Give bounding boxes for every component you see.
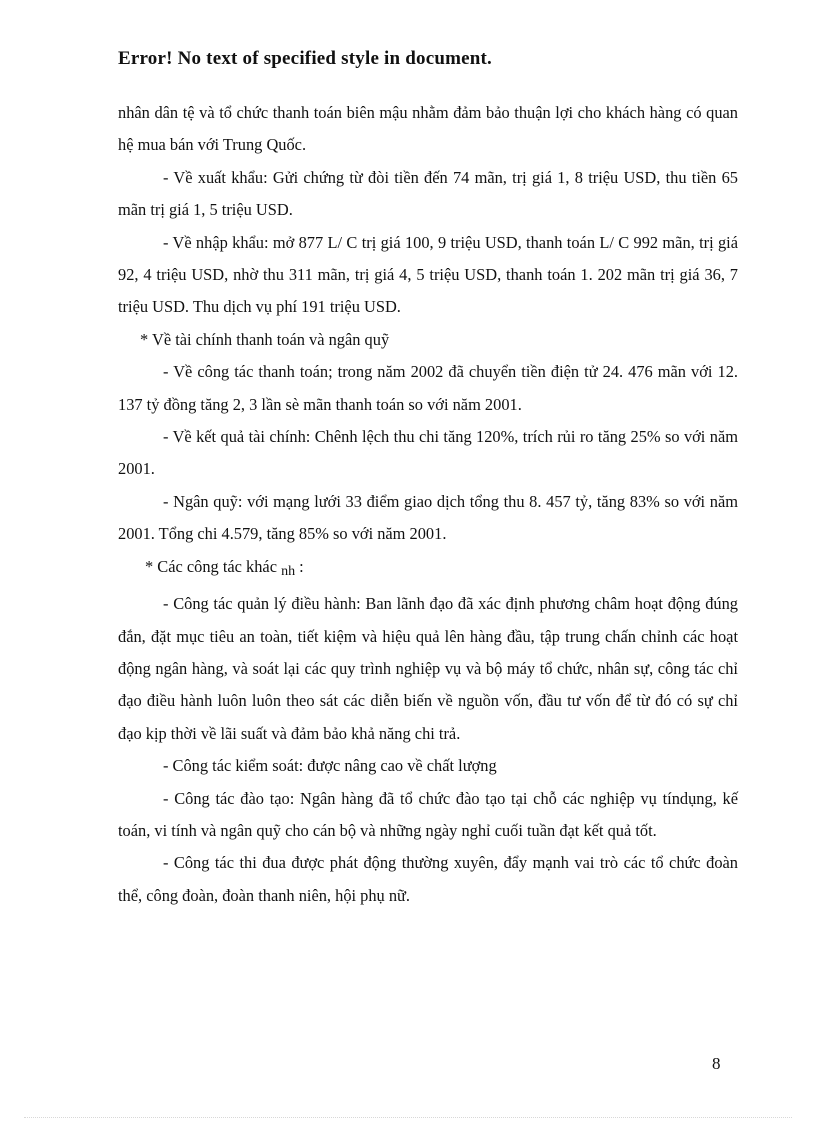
running-header: Error! No text of specified style in document.	[118, 48, 493, 69]
paragraph: - Công tác thi đua được phát động thường xuyên, đẩy mạnh vai trò các tổ chức đoàn thể, công đoàn, đoàn thanh niên, hội phụ nữ.	[118, 853, 738, 905]
paragraph: - Công tác đào tạo: Ngân hàng đã tổ chức đào tạo tại chỗ các nghiệp vụ tíndụng, kế toán, vi tính và ngân quỹ cho cán bộ và những ngày nghỉ cuối tuần đạt kết quả tốt.	[118, 788, 738, 840]
section-heading	[118, 551, 738, 588]
paragraph: - Công tác kiểm soát: được nâng cao về chất lượng	[163, 756, 497, 776]
paragraph: - Về xuất khẩu: Gửi chứng từ đòi tiền đến 74 mãn, trị giá 1, 8 triệu USD, thu tiền 65 mãn trị giá 1, 5 triệu USD.	[118, 167, 738, 220]
heading-subscript: nh	[281, 563, 296, 579]
paragraph: - Về công tác thanh toán; trong năm 2002 đã chuyển tiền điện tử 24. 476 mãn với 12. 137 tỷ đồng tăng 2, 3 lần sè mãn thanh toán so với năm 2001.	[118, 362, 738, 414]
section-heading: * Về tài chính thanh toán và ngân quỹ	[140, 329, 390, 349]
heading-tail: :	[295, 556, 304, 576]
paragraph: - Ngân quỹ: với mạng lưới 33 điểm giao dịch tổng thu 8. 457 tỷ, tăng 83% so với năm 2001. Tổng chi 4.579, tăng 85% so với năm 2001.	[118, 491, 738, 544]
document-body	[118, 97, 738, 912]
paragraph: - Công tác quản lý điều hành: Ban lãnh đạo đã xác định phương châm hoạt động đúng đắn, đặt mục tiêu an toàn, tiết kiệm và hiệu quả lên hàng đầu, tập trung chấn chỉnh các hoạt động ngân hàng, và soát lại các quy trình nghiệp vụ và bộ máy tổ chức, nhân sự, công tác chỉ đạo điều hành luôn luôn theo sát các diễn biến về nguồn vốn, đầu tư vốn để từ đó có sự chỉ đạo kịp thời về lãi suất và đảm bảo khả năng chi trả.	[118, 594, 738, 743]
page-number: 8	[712, 1054, 721, 1073]
paragraph: nhân dân tệ và tổ chức thanh toán biên mậu nhằm đảm bảo thuận lợi cho khách hàng có quan hệ mua bán với Trung Quốc.	[118, 103, 738, 155]
page-divider	[24, 1117, 792, 1118]
heading-text: * Các công tác khác	[145, 556, 282, 576]
paragraph: - Về kết quả tài chính: Chênh lệch thu chi tăng 120%, trích rủi ro tăng 25% so với năm 2001.	[118, 427, 738, 479]
paragraph: - Về nhập khẩu: mở 877 L/ C trị giá 100, 9 triệu USD, thanh toán L/ C 992 mãn, trị giá 92, 4 triệu USD, nhờ thu 311 mãn, trị giá 4, 5 triệu USD, thanh toán 1. 202 mãn trị giá 36, 7 triệu USD. Thu dịch vụ phí 191 triệu USD.	[118, 232, 738, 317]
